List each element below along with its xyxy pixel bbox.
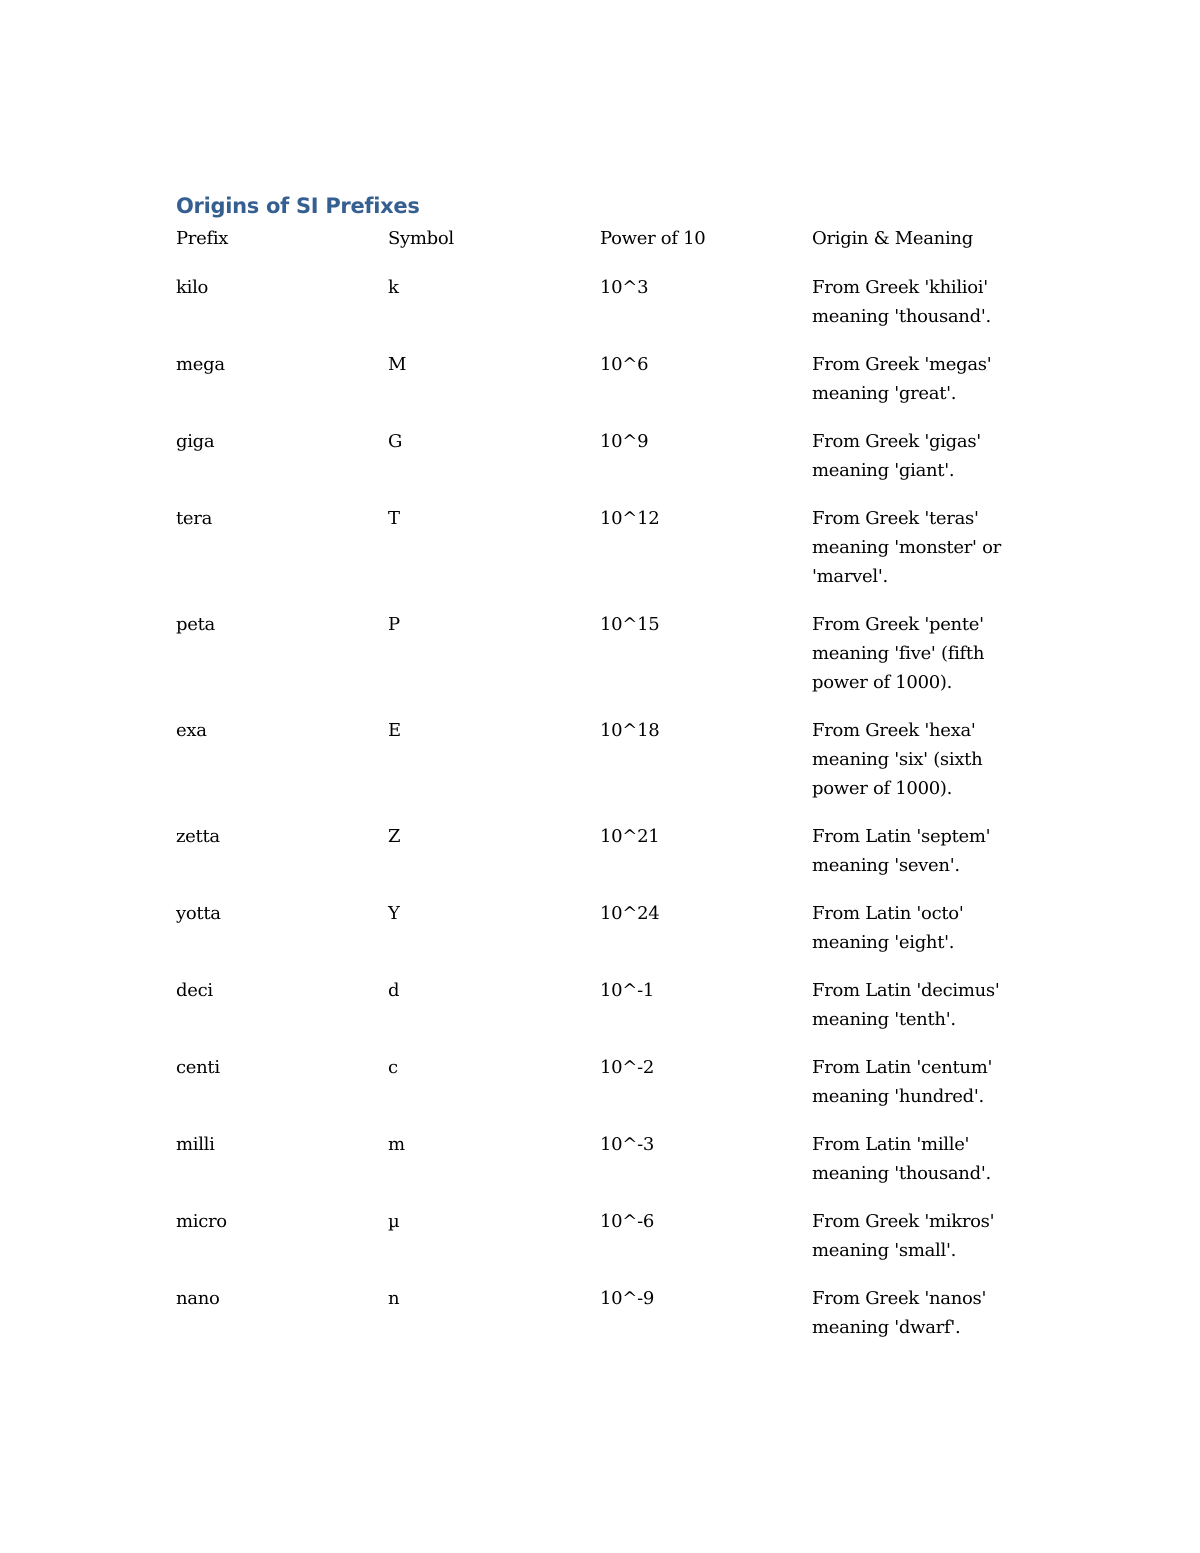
power-cell: 10^-3 — [600, 1134, 655, 1155]
power-cell: 10^24 — [600, 903, 660, 924]
power-cell: 10^12 — [600, 508, 660, 529]
origin-cell: From Greek 'khilioi' meaning 'thousand'. — [812, 277, 991, 327]
symbol-cell: E — [388, 720, 401, 741]
prefix-cell: deci — [176, 980, 213, 1001]
power-cell: 10^15 — [600, 614, 660, 635]
prefix-cell: milli — [176, 1134, 215, 1155]
page-title: Origins of SI Prefixes — [176, 194, 420, 218]
header-prefix: Prefix — [176, 228, 229, 249]
origin-cell: From Latin 'octo' meaning 'eight'. — [812, 903, 964, 953]
power-cell: 10^21 — [600, 826, 660, 847]
origin-cell: From Latin 'mille' meaning 'thousand'. — [812, 1134, 991, 1184]
header-symbol: Symbol — [388, 228, 454, 249]
table-row — [176, 1284, 1036, 1342]
table-row — [176, 822, 1036, 880]
power-cell: 10^18 — [600, 720, 660, 741]
origin-cell: From Greek 'mikros' meaning 'small'. — [812, 1211, 995, 1261]
power-cell: 10^-1 — [600, 980, 655, 1001]
prefix-cell: centi — [176, 1057, 220, 1078]
prefix-cell: mega — [176, 354, 225, 375]
table-row — [176, 504, 1036, 591]
prefix-cell: peta — [176, 614, 215, 635]
table-row — [176, 1207, 1036, 1265]
prefix-cell: exa — [176, 720, 207, 741]
prefix-cell: zetta — [176, 826, 220, 847]
origin-cell: From Greek 'hexa' meaning 'six' (sixth power of 1000). — [812, 720, 983, 799]
table-row — [176, 1053, 1036, 1111]
symbol-cell: µ — [388, 1211, 400, 1232]
symbol-cell: Y — [388, 903, 400, 924]
symbol-cell: k — [388, 277, 399, 298]
power-cell: 10^3 — [600, 277, 649, 298]
table-row — [176, 899, 1036, 957]
origin-cell: From Latin 'decimus' meaning 'tenth'. — [812, 980, 1000, 1030]
table-row — [176, 610, 1036, 697]
symbol-cell: c — [388, 1057, 398, 1078]
header-origin: Origin & Meaning — [812, 228, 973, 249]
table-row — [176, 427, 1036, 485]
prefix-cell: tera — [176, 508, 213, 529]
table-row — [176, 350, 1036, 408]
origin-cell: From Greek 'nanos' meaning 'dwarf'. — [812, 1288, 987, 1338]
header-power: Power of 10 — [600, 228, 706, 249]
symbol-cell: M — [388, 354, 407, 375]
table-header-row — [176, 224, 1036, 253]
origin-cell: From Latin 'septem' meaning 'seven'. — [812, 826, 991, 876]
prefix-cell: micro — [176, 1211, 227, 1232]
table-row — [176, 273, 1036, 331]
symbol-cell: d — [388, 980, 400, 1001]
symbol-cell: P — [388, 614, 400, 635]
power-cell: 10^9 — [600, 431, 649, 452]
origin-cell: From Greek 'megas' meaning 'great'. — [812, 354, 992, 404]
document-page — [176, 190, 1036, 1361]
origin-cell: From Greek 'gigas' meaning 'giant'. — [812, 431, 981, 481]
power-cell: 10^6 — [600, 354, 649, 375]
table-row — [176, 976, 1036, 1034]
table-row — [176, 716, 1036, 803]
power-cell: 10^-9 — [600, 1288, 655, 1309]
prefix-cell: yotta — [176, 903, 221, 924]
table-row — [176, 1130, 1036, 1188]
symbol-cell: Z — [388, 826, 401, 847]
origin-cell: From Greek 'teras' meaning 'monster' or 'marvel'. — [812, 508, 1001, 587]
power-cell: 10^-6 — [600, 1211, 655, 1232]
prefix-cell: kilo — [176, 277, 209, 298]
origin-cell: From Latin 'centum' meaning 'hundred'. — [812, 1057, 993, 1107]
symbol-cell: m — [388, 1134, 405, 1155]
symbol-cell: G — [388, 431, 403, 452]
power-cell: 10^-2 — [600, 1057, 655, 1078]
prefix-cell: nano — [176, 1288, 220, 1309]
symbol-cell: n — [388, 1288, 400, 1309]
prefix-cell: giga — [176, 431, 215, 452]
origin-cell: From Greek 'pente' meaning 'five' (fifth power of 1000). — [812, 614, 985, 693]
symbol-cell: T — [388, 508, 400, 529]
prefix-table — [176, 224, 1036, 1342]
